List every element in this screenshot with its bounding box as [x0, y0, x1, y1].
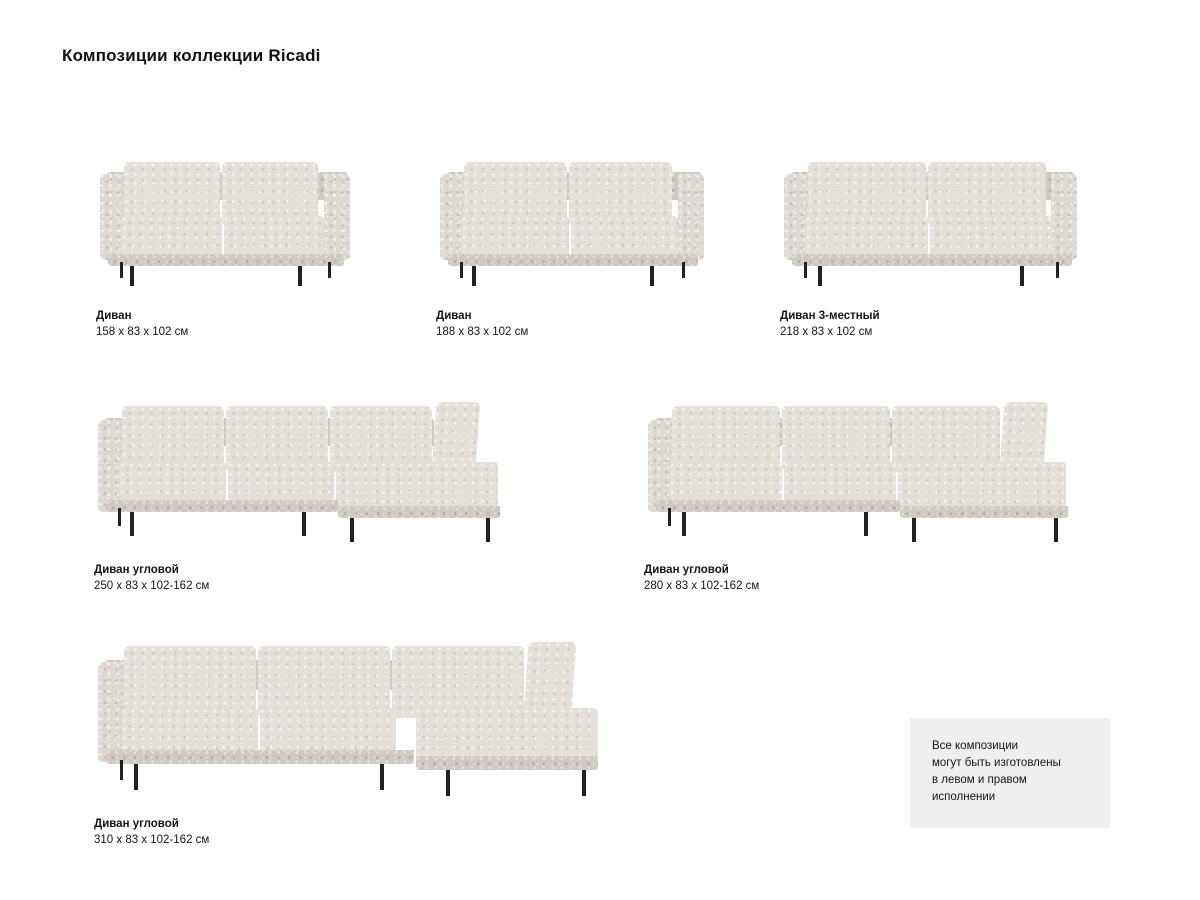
note-line-2: могут быть изготовлены	[932, 757, 1061, 769]
note-line-4: исполнении	[932, 791, 996, 803]
product-dims-5: 280 x 83 x 102-162 см	[644, 580, 760, 592]
product-dims-3: 218 x 83 x 102 см	[780, 326, 873, 338]
product-name-3: Диван 3-местный	[780, 310, 880, 322]
product-name-4: Диван угловой	[94, 564, 179, 576]
page-title: Композиции коллекции Ricadi	[62, 46, 321, 65]
product-dims-4: 250 x 83 x 102-162 см	[94, 580, 210, 592]
sofa-illustration-5	[644, 388, 1094, 538]
sofa-illustration-4	[94, 388, 514, 538]
product-caption-1	[96, 308, 356, 340]
product-dims-2: 188 x 83 x 102 см	[436, 326, 529, 338]
note-line-3: в левом и правом	[932, 774, 1027, 786]
product-caption-4	[94, 562, 514, 594]
product-name-2: Диван	[436, 310, 472, 322]
note-line-1: Все композиции	[932, 740, 1019, 752]
sofa-illustration-6	[94, 632, 614, 792]
product-card-3	[780, 150, 1080, 340]
product-card-6	[94, 632, 614, 848]
product-name-6: Диван угловой	[94, 818, 179, 830]
sofa-illustration-3	[780, 150, 1080, 290]
product-name-1: Диван	[96, 310, 132, 322]
product-dims-6: 310 x 83 x 102-162 см	[94, 834, 210, 846]
product-name-5: Диван угловой	[644, 564, 729, 576]
product-card-1	[96, 150, 356, 340]
info-note	[910, 718, 1110, 828]
sofa-illustration-1	[96, 150, 356, 290]
product-caption-6	[94, 816, 614, 848]
product-card-2	[436, 150, 706, 340]
product-card-4	[94, 388, 514, 594]
product-dims-1: 158 x 83 x 102 см	[96, 326, 189, 338]
product-caption-5	[644, 562, 1094, 594]
product-card-5	[644, 388, 1094, 594]
product-caption-3	[780, 308, 1080, 340]
sofa-illustration-2	[436, 150, 706, 290]
product-caption-2	[436, 308, 706, 340]
